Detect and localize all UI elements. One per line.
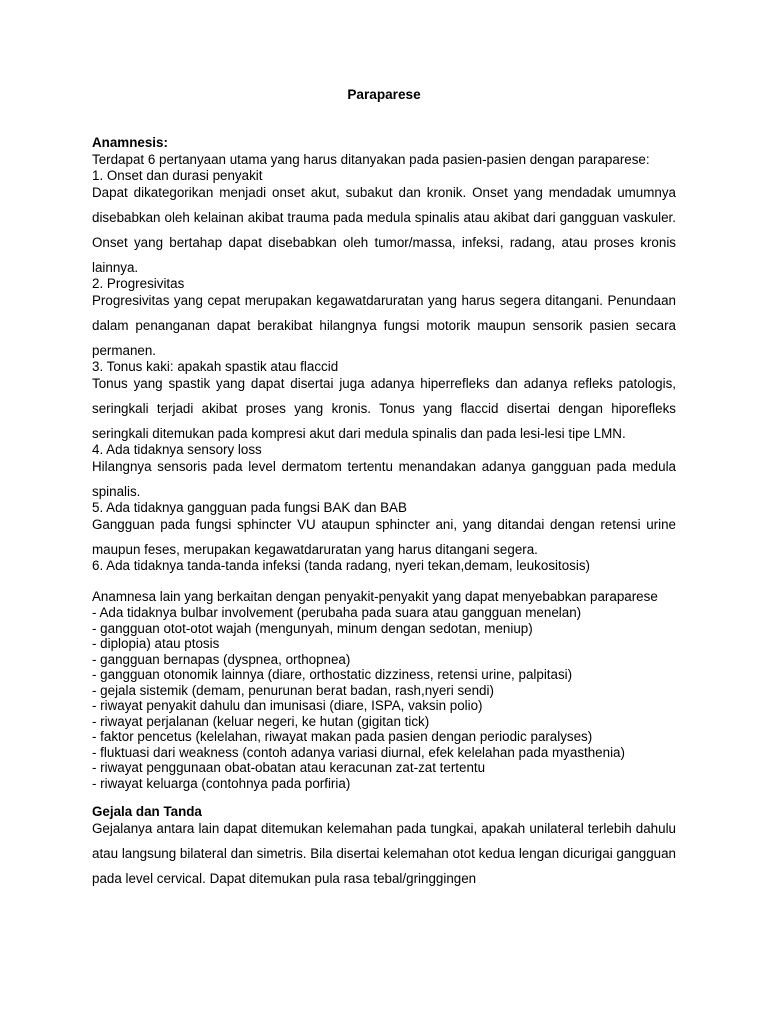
- list-item: - diplopia) atau ptosis: [92, 636, 220, 651]
- spacer: [92, 791, 676, 803]
- page-title: Paraparese: [347, 87, 421, 102]
- list-item: - riwayat keluarga (contohnya pada porfiria): [92, 775, 351, 791]
- list-item: - gejala sistemik (demam, penurunan berat badan, rash,nyeri sendi): [92, 682, 494, 698]
- document-body: [92, 134, 676, 887]
- numbered-item-body: Dapat dikategorikan menjadi onset akut, subakut dan kronik. Onset yang mendadak umumnya disebabkan oleh kelainan akibat trauma pada medula spinalis atau akibat dari gangguan vaskuler. Onset yang bertahap dapat disebabkan oleh tumor/massa, infeksi, radang, atau proses kronis lainnya.: [92, 185, 676, 275]
- numbered-item-title: 1. Onset dan durasi penyakit: [92, 168, 263, 183]
- section-heading-gejala: Gejala dan Tanda: [92, 804, 202, 819]
- list-item: - gangguan bernapas (dyspnea, orthopnea): [92, 651, 351, 667]
- numbered-item-title: 5. Ada tidaknya gangguan pada fungsi BAK dan BAB: [92, 500, 407, 515]
- numbered-item-title: 4. Ada tidaknya sensory loss: [92, 442, 262, 457]
- bullet-list: [92, 605, 676, 791]
- numbered-item-title: 3. Tonus kaki: apakah spastik atau flaccid: [92, 359, 339, 374]
- list-item: - Ada tidaknya bulbar involvement (perubaha pada suara atau gangguan menelan): [92, 605, 582, 620]
- list-item: - riwayat penggunaan obat-obatan atau keracunan zat-zat tertentu: [92, 760, 486, 775]
- list-item: - riwayat perjalanan (keluar negeri, ke hutan (gigitan tick): [92, 713, 430, 729]
- paragraph-intro: Terdapat 6 pertanyaan utama yang harus ditanyakan pada pasien-pasien dengan paraparese:: [92, 152, 650, 167]
- numbered-item-body: Gangguan pada fungsi sphincter VU ataupun sphincter ani, yang ditandai dengan retensi urine maupun feses, merupakan kegawatdaruratan yang harus ditangani segera.: [92, 517, 676, 557]
- section-heading-anamnesis: Anamnesis:: [92, 135, 168, 150]
- list-item: - riwayat penyakit dahulu dan imunisasi (diare, ISPA, vaksin polio): [92, 698, 483, 713]
- numbered-item-body: Progresivitas yang cepat merupakan kegawatdaruratan yang harus segera ditangani. Penundaan dalam penanganan dapat berakibat hilangnya fungsi motorik maupun sensorik pasien secara permanen.: [92, 293, 676, 358]
- numbered-item-body: Hilangnya sensoris pada level dermatom tertentu menandakan adanya gangguan pada medula spinalis.: [92, 459, 676, 499]
- numbered-item-title: 2. Progresivitas: [92, 276, 185, 291]
- list-item: - fluktuasi dari weakness (contoh adanya variasi diurnal, efek kelelahan pada myasthenia): [92, 744, 625, 760]
- numbered-item-body: Tonus yang spastik yang dapat disertai juga adanya hiperrefleks dan adanya refleks patologis, seringkali terjadi akibat proses yang kronis. Tonus yang flaccid disertai dengan hiporefleks seringkali ditemukan pada kompresi akut dari medula spinalis dan pada lesi-lesi tipe LMN.: [92, 376, 676, 441]
- paragraph-other-anamnesis: Anamnesa lain yang berkaitan dengan penyakit-penyakit yang dapat menyebabkan paraparese: [92, 589, 658, 604]
- paragraph-gejala: Gejalanya antara lain dapat ditemukan kelemahan pada tungkai, apakah unilateral terlebih dahulu atau langsung bilateral dan simetris. Bila disertai kelemahan otot kedua lengan dicurigai gangguan pada level cervical. Dapat ditemukan pula rasa tebal/gringgingen: [92, 821, 676, 886]
- list-item: - gangguan otot-otot wajah (mengunyah, minum dengan sedotan, meniup): [92, 620, 533, 636]
- list-item: - faktor pencetus (kelelahan, riwayat makan pada pasien dengan periodic paralyses): [92, 729, 593, 744]
- list-item: - gangguan otonomik lainnya (diare, orthostatic dizziness, retensi urine, palpitasi): [92, 667, 573, 682]
- numbered-item-title: 6. Ada tidaknya tanda-tanda infeksi (tanda radang, nyeri tekan,demam, leukositosis): [92, 558, 590, 573]
